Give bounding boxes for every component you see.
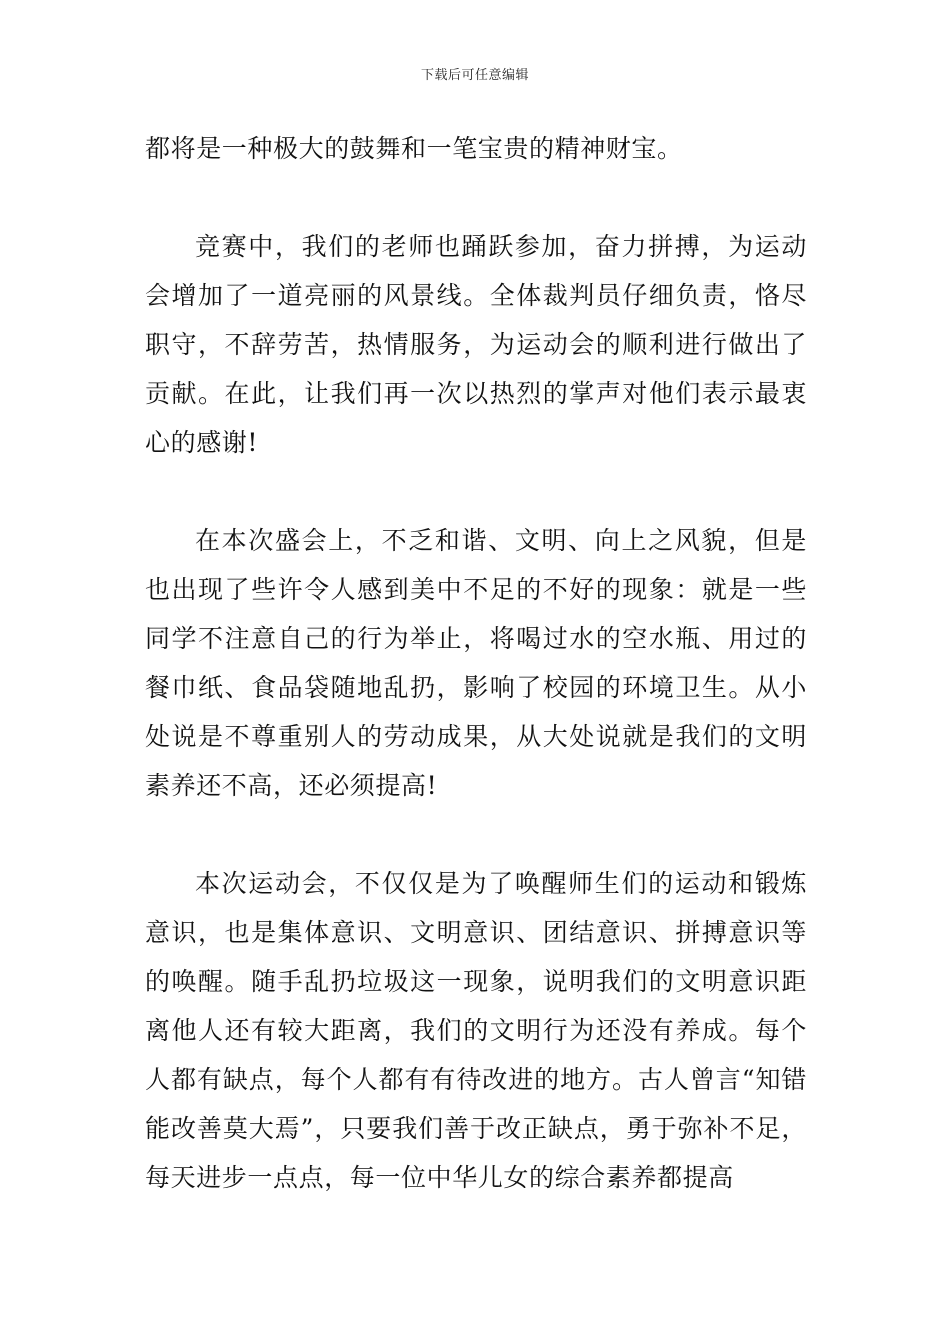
paragraph-1: 都将是一种极大的鼓舞和一笔宝贵的精神财宝。: [145, 134, 683, 163]
paragraph-3: 在本次盛会上，不乏和谐、文明、向上之风貌，但是也出现了些许令人感到美中不足的不好的现象：就是一些同学不注意自己的行为举止，将喝过水的空水瓶、用过的餐巾纸、食品袋随地乱扔，影响了校园的环境卫生。从小处说是不尊重别人的劳动成果，从大处说就是我们的文明素养还不高，还必须提高!: [145, 526, 807, 800]
page-header: 下载后可任意编辑: [420, 68, 529, 83]
paragraph-4: 本次运动会，不仅仅是为了唤醒师生们的运动和锻炼意识，也是集体意识、文明意识、团结意识、拼搏意识等的唤醒。随手乱扔垃圾这一现象，说明我们的文明意识距离他人还有较大距离，我们的文明行为还没有养成。每个人都有缺点，每个人都有有待改进的地方。古人曾言“知错能改善莫大焉”，只要我们善于改正缺点，勇于弥补不足，每天进步一点点，每一位中华儿女的综合素养都提高: [145, 869, 807, 1192]
paragraph-gap: [145, 173, 807, 222]
paragraph-gap: [145, 810, 807, 859]
document-body: [145, 124, 807, 1202]
paragraph-gap: [145, 467, 807, 516]
paragraph-2: 竞赛中，我们的老师也踊跃参加，奋力拼搏，为运动会增加了一道亮丽的风景线。全体裁判员仔细负责，恪尽职守，不辞劳苦，热情服务，为运动会的顺利进行做出了贡献。在此，让我们再一次以热烈的掌声对他们表示最衷心的感谢!: [145, 232, 807, 457]
